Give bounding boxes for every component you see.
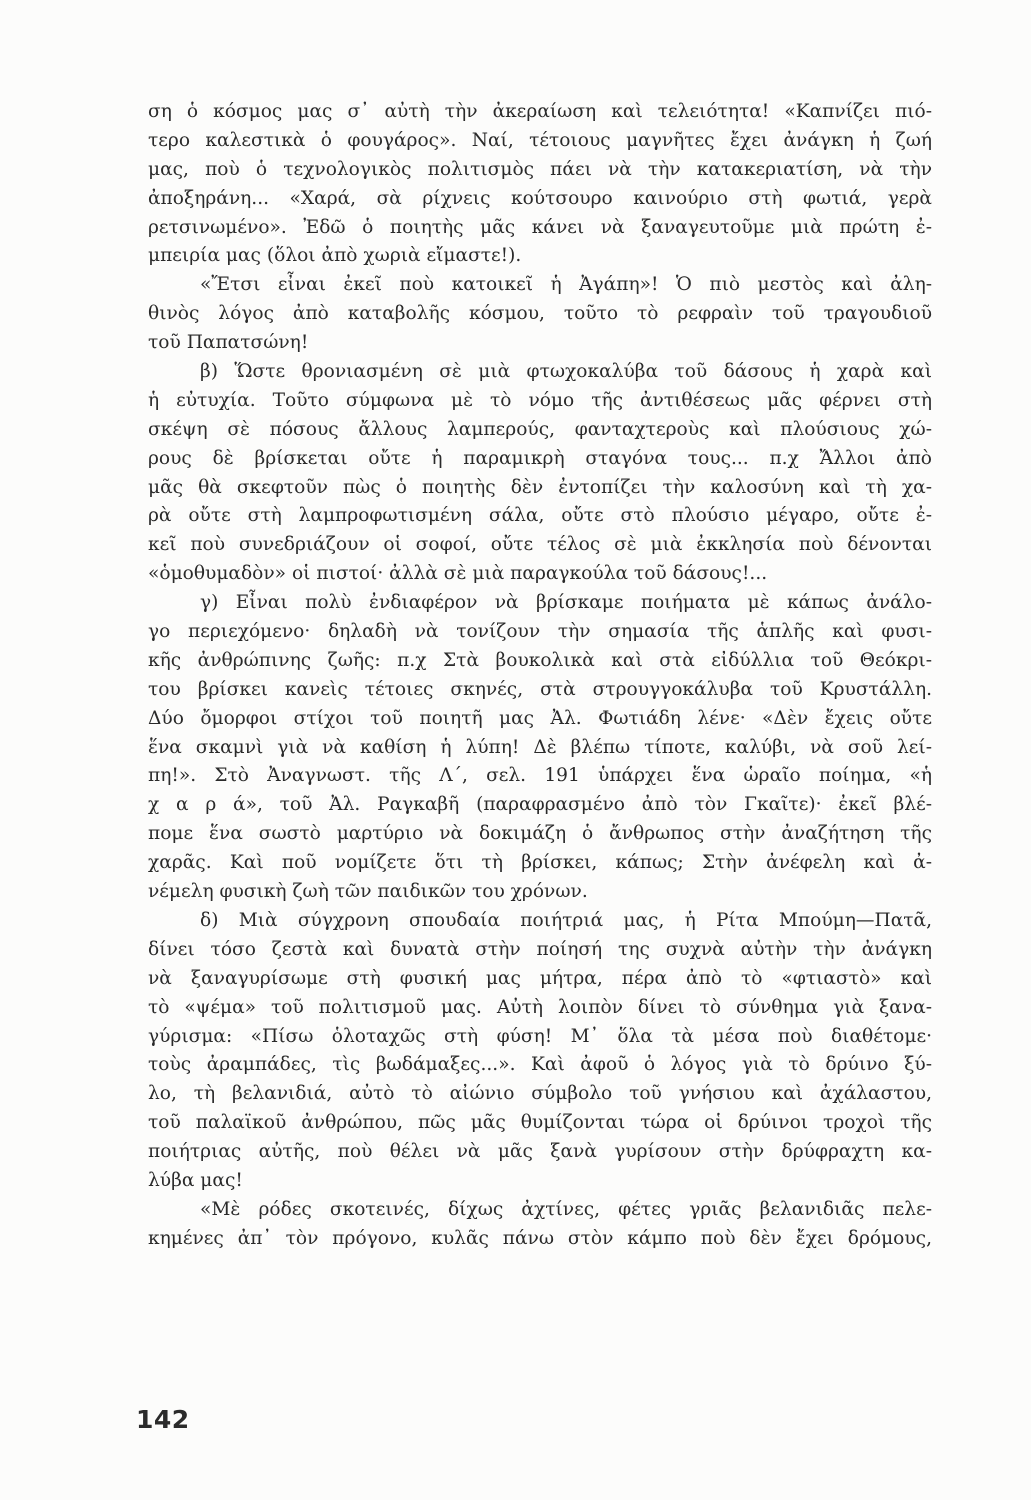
text-line: τοῦ παλαϊκοῦ ἀνθρώπου, πῶς μᾶς θυμίζονται τώρα οἱ δρύινοι τροχοὶ τῆς — [148, 1112, 932, 1134]
text-line: γ) Εἶναι πολὺ ἐνδιαφέρον νὰ βρίσκαμε ποιήματα μὲ κάπως ἀνάλο- — [200, 592, 932, 614]
text-line: ρὰ οὔτε στὴ λαμπροφωτισμένη σάλα, οὔτε στὸ πλούσιο μέγαρο, οὔτε ἐ- — [148, 505, 932, 527]
text-line: κημένες ἀπ᾽ τὸν πρόγονο, κυλᾶς πάνω στὸν κάμπο ποὺ δὲν ἔχει δρόμους, — [148, 1227, 932, 1249]
text-line: ρους δὲ βρίσκεται οὔτε ἡ παραμικρὴ σταγόνα τους... π.χ Ἄλλοι ἀπὸ — [148, 447, 932, 469]
text-line: ρετσινωμένο». Ἐδῶ ὁ ποιητὴς μᾶς κάνει νὰ ξαναγευτοῦμε μιὰ πρώτη ἐ- — [148, 216, 932, 238]
text-line: μᾶς θὰ σκεφτοῦν πὼς ὁ ποιητὴς δὲν ἐντοπίζει τὴν καλοσύνη καὶ τὴ χα- — [148, 476, 932, 498]
text-line: «Ἔτσι εἶναι ἐκεῖ ποὺ κατοικεῖ ἡ Ἀγάπη»! Ὁ πιὸ μεστὸς καὶ ἀλη- — [200, 274, 932, 296]
text-line: ἕνα σκαμνὶ γιὰ νὰ καθίση ἡ λύπη! Δὲ βλέπω τίποτε, καλύβι, νὰ σοῦ λεί- — [148, 736, 932, 758]
text-line: ἡ εὐτυχία. Τοῦτο σύμφωνα μὲ τὸ νόμο τῆς ἀντιθέσεως μᾶς φέρνει στὴ — [148, 389, 932, 411]
body-text — [148, 98, 932, 1254]
text-line: τοῦ Παπατσώνη! — [148, 332, 309, 354]
text-line: γύρισμα: «Πίσω ὁλοταχῶς στὴ φύση! Μ᾽ ὅλα τὰ μέσα ποὺ διαθέτομε· — [148, 1025, 932, 1047]
text-line: γο περιεχόμενο· δηλαδὴ νὰ τονίζουν τὴν σημασία τῆς ἁπλῆς καὶ φυσι- — [148, 621, 932, 643]
text-line: «Μὲ ρόδες σκοτεινές, δίχως ἀχτίνες, φέτες γριᾶς βελανιδιᾶς πελε- — [200, 1198, 932, 1220]
text-line: του βρίσκει κανεὶς τέτοιες σκηνές, στὰ στρουγγοκάλυβα τοῦ Κρυστάλλη. — [148, 678, 932, 700]
text-line: νὰ ξαναγυρίσωμε στὴ φυσική μας μήτρα, πέρα ἀπὸ τὸ «φτιαστὸ» καὶ — [148, 967, 932, 989]
page-number: 142 — [136, 1405, 190, 1434]
text-line: ποιήτριας αὐτῆς, ποὺ θέλει νὰ μᾶς ξανὰ γυρίσουν στὴν δρύφραχτη κα- — [148, 1141, 932, 1163]
text-line: λο, τὴ βελανιδιά, αὐτὸ τὸ αἰώνιο σύμβολο τοῦ γνήσιου καὶ ἀχάλαστου, — [148, 1083, 932, 1105]
text-line: σκέψη σὲ πόσους ἄλλους λαμπερούς, φανταχτεροὺς καὶ πλούσιους χώ- — [148, 418, 932, 440]
text-line: μπειρία μας (ὅλοι ἀπὸ χωριὰ εἴμαστε!). — [148, 245, 522, 267]
text-line: κῆς ἀνθρώπινης ζωῆς: π.χ Στὰ βουκολικὰ καὶ στὰ εἰδύλλια τοῦ Θεόκρι- — [148, 649, 932, 671]
text-line: ἀποξηράνη... «Χαρά, σὰ ρίχνεις κούτσουρο καινούριο στὴ φωτιά, γερὰ — [148, 187, 932, 209]
text-line: «ὁμοθυμαδὸν» οἱ πιστοί· ἀλλὰ σὲ μιὰ παραγκούλα τοῦ δάσους!... — [148, 563, 768, 585]
text-line: λύβα μας! — [148, 1169, 243, 1191]
text-line: νέμελη φυσικὴ ζωὴ τῶν παιδικῶν του χρόνων. — [148, 881, 588, 903]
text-line: θινὸς λόγος ἀπὸ καταβολῆς κόσμου, τοῦτο τὸ ρεφραὶν τοῦ τραγουδιοῦ — [148, 303, 932, 325]
text-line: χαρᾶς. Καὶ ποῦ νομίζετε ὅτι τὴ βρίσκει, κάπως; Στὴν ἀνέφελη καὶ ἀ- — [148, 852, 932, 874]
text-line: πομε ἕνα σωστὸ μαρτύριο νὰ δοκιμάζη ὁ ἄνθρωπος στὴν ἀναζήτηση τῆς — [148, 823, 932, 845]
text-line: ση ὁ κόσμος μας σ᾽ αὐτὴ τὴν ἀκεραίωση καὶ τελειότητα! «Καπνίζει πιό- — [148, 101, 932, 122]
text-line: κεῖ ποὺ συνεδριάζουν οἱ σοφοί, οὔτε τέλος σὲ μιὰ ἐκκλησία ποὺ δένονται — [148, 534, 932, 556]
text-line: τὸ «ψέμα» τοῦ πολιτισμοῦ μας. Αὐτὴ λοιπὸν δίνει τὸ σύνθημα γιὰ ξανα- — [148, 996, 932, 1018]
text-line: τερο καλεστικὰ ὁ φουγάρος». Ναί, τέτοιους μαγνῆτες ἔχει ἀνάγκη ἡ ζωή — [148, 129, 932, 151]
text-line: Δύο ὄμορφοι στίχοι τοῦ ποιητῆ μας Ἀλ. Φωτιάδη λένε· «Δὲν ἔχεις οὔτε — [148, 707, 932, 729]
text-line: τοὺς ἀραμπάδες, τὶς βωδάμαξες...». Καὶ ἀφοῦ ὁ λόγος γιὰ τὸ δρύινο ξύ- — [148, 1054, 932, 1076]
text-line: β) Ὥστε θρονιασμένη σὲ μιὰ φτωχοκαλύβα τοῦ δάσους ἡ χαρὰ καὶ — [200, 361, 932, 383]
text-line: μας, ποὺ ὁ τεχνολογικὸς πολιτισμὸς πάει νὰ τὴν κατακεριατίση, νὰ τὴν — [148, 158, 932, 180]
text-line: χ α ρ ά», τοῦ Ἀλ. Ραγκαβῆ (παραφρασμένο ἀπὸ τὸν Γκαῖτε)· ἐκεῖ βλέ- — [148, 794, 932, 816]
text-line: δίνει τόσο ζεστὰ καὶ δυνατὰ στὴν ποίησή της συχνὰ αὐτὴν τὴν ἀνάγκη — [148, 938, 932, 960]
text-line: δ) Μιὰ σύγχρονη σπουδαία ποιήτριά μας, ἡ Ρίτα Μπούμη—Πατᾶ, — [200, 909, 932, 931]
text-line: πη!». Στὸ Ἀναγνωστ. τῆς Λ΄, σελ. 191 ὑπάρχει ἕνα ὡραῖο ποίημα, «ἡ — [148, 765, 932, 787]
